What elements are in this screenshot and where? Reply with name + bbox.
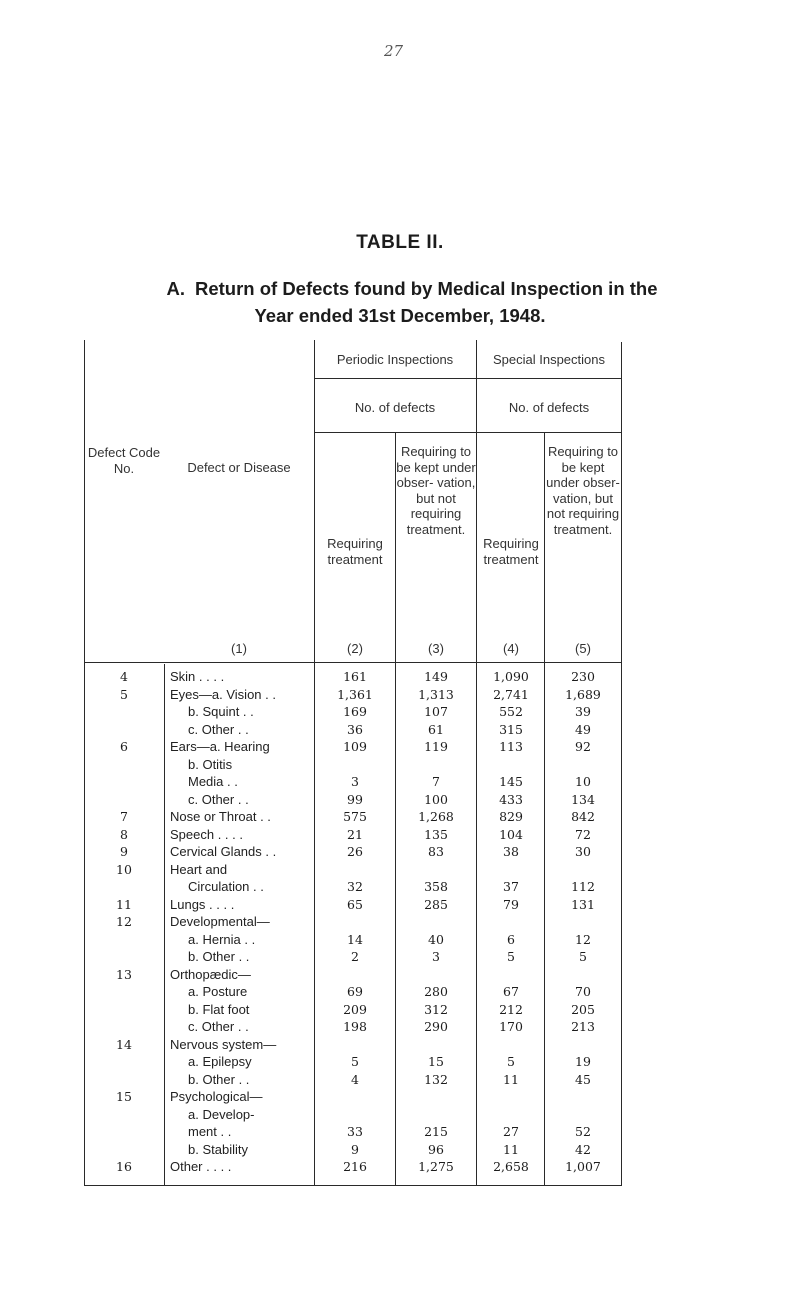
row-value-col-5: 205 (571, 1001, 595, 1017)
row-value-col-2: 109 (343, 739, 367, 754)
row-value-col-3: 61 (428, 721, 444, 737)
row-value-col-2: 216 (343, 1159, 367, 1174)
row-value-col-4: 27 (503, 1124, 519, 1139)
row-code: 9 (120, 844, 128, 859)
row-value-col-4: 1,090 (493, 669, 529, 684)
row-value-col-2: 2 (351, 949, 359, 964)
row-value-col-3: 132 (424, 1071, 448, 1087)
row-value-col-3: 83 (428, 844, 444, 859)
row-label: Orthopædic— (170, 966, 251, 982)
row-value-col-3: 40 (428, 931, 444, 947)
col-num-4: (4) (503, 641, 519, 656)
row-value-col-2: 209 (343, 1001, 367, 1017)
group-rule (314, 378, 621, 379)
row-value-col-4: 170 (499, 1019, 523, 1034)
row-value-col-3: 1,275 (418, 1159, 454, 1174)
row-label: b. Stability (188, 1141, 248, 1157)
row-value-col-5: 1,007 (565, 1159, 601, 1174)
row-code: 4 (120, 669, 128, 684)
row-label: Psychological— (170, 1089, 263, 1104)
row-value-col-4: 104 (499, 826, 523, 842)
col-num-1: (1) (231, 641, 247, 656)
row-value-col-5: 42 (575, 1141, 591, 1157)
row-value-col-2: 99 (347, 791, 363, 807)
row-value-col-4: 315 (499, 721, 523, 737)
header-bottom-rule (84, 662, 622, 663)
row-label: Eyes—a. Vision . . (170, 686, 276, 702)
table-left-rule (84, 340, 85, 1186)
row-label: b. Flat foot (188, 1001, 250, 1017)
row-label: a. Epilepsy (188, 1054, 252, 1069)
row-label: b. Otitis (188, 756, 233, 772)
row-value-col-5: 52 (575, 1124, 591, 1139)
row-value-col-3: 280 (424, 984, 448, 999)
row-value-col-4: 5 (507, 1054, 515, 1069)
row-value-col-3: 215 (424, 1124, 448, 1139)
row-value-col-4: 79 (503, 896, 519, 912)
row-value-col-5: 112 (571, 879, 595, 894)
row-value-col-3: 3 (432, 949, 440, 964)
subgroup-rule (314, 432, 621, 433)
row-value-col-4: 11 (503, 1141, 519, 1157)
row-value-col-3: 96 (428, 1141, 444, 1157)
row-label: Media . . (188, 774, 238, 789)
row-code: 7 (120, 809, 128, 824)
col-num-5: (5) (575, 641, 591, 656)
row-value-col-3: 358 (424, 879, 448, 894)
row-value-col-4: 145 (499, 774, 523, 789)
row-value-col-5: 10 (575, 774, 591, 789)
row-label: Other . . . . (170, 1159, 232, 1174)
row-label: c. Other . . (188, 721, 249, 737)
header-defect: Defect or Disease (187, 460, 291, 475)
row-value-col-3: 100 (424, 791, 448, 807)
row-value-col-5: 5 (579, 949, 587, 964)
row-code: 14 (116, 1036, 132, 1052)
row-value-col-5: 49 (575, 721, 591, 737)
row-label: Nervous system— (170, 1036, 277, 1052)
heading-line-1 (0, 278, 800, 300)
row-value-col-4: 433 (499, 791, 523, 807)
row-value-col-5: 30 (575, 844, 591, 859)
row-code: 15 (116, 1089, 132, 1104)
row-value-col-2: 169 (343, 704, 367, 719)
heading-prefix: A. (166, 278, 185, 299)
row-value-col-4: 67 (503, 984, 519, 999)
row-value-col-4: 6 (507, 931, 515, 947)
row-code: 6 (120, 739, 128, 754)
row-value-col-2: 14 (347, 931, 363, 947)
row-value-col-5: 45 (575, 1071, 591, 1087)
row-label: Heart and (170, 861, 228, 877)
header-special-treatment: Requiring treatment (483, 536, 539, 567)
row-code: 11 (116, 896, 132, 912)
row-value-col-2: 36 (347, 721, 363, 737)
row-value-col-3: 312 (424, 1001, 448, 1017)
header-special: Special Inspections (492, 352, 605, 367)
row-label: b. Other . . (188, 1071, 250, 1087)
header-periodic: Periodic Inspections (336, 352, 454, 367)
defects-table (84, 340, 706, 1186)
row-value-col-2: 3 (351, 774, 359, 789)
heading-line-2: Year ended 31st December, 1948. (254, 305, 546, 326)
row-value-col-3: 1,268 (418, 809, 454, 824)
row-value-col-5: 1,689 (565, 686, 601, 702)
row-value-col-4: 2,658 (493, 1159, 529, 1174)
row-label: Lungs . . . . (170, 896, 235, 912)
header-special-defects: No. of defects (508, 400, 590, 415)
row-label: a. Develop- (188, 1106, 255, 1122)
page-number: 27 (384, 42, 404, 60)
header-special-observation: Requiring to be kept under obser- vation, but not requiring treatment. (546, 444, 620, 537)
row-value-col-5: 230 (571, 669, 595, 684)
row-code: 12 (116, 914, 132, 929)
row-value-col-3: 135 (424, 826, 448, 842)
row-code: 13 (116, 966, 132, 982)
row-label: Ears—a. Hearing (170, 739, 270, 754)
row-value-col-3: 290 (424, 1019, 448, 1034)
row-value-col-5: 72 (575, 826, 591, 842)
row-value-col-2: 69 (347, 984, 363, 999)
header-periodic-observation: Requiring to be kept under obser- vation, but not requiring treatment. (396, 444, 476, 537)
row-value-col-2: 33 (347, 1124, 363, 1139)
row-value-col-4: 829 (499, 809, 523, 824)
row-value-col-2: 161 (343, 669, 367, 684)
table-title: TABLE II. (356, 232, 444, 253)
row-value-col-4: 11 (503, 1071, 519, 1087)
row-value-col-5: 134 (571, 791, 595, 807)
row-value-col-3: 119 (424, 739, 448, 754)
col-num-2: (2) (347, 641, 363, 656)
row-value-col-2: 5 (351, 1054, 359, 1069)
periodic-left-rule (314, 340, 315, 1186)
header-periodic-defects: No. of defects (354, 400, 436, 415)
row-label: Developmental— (170, 914, 270, 929)
row-value-col-5: 12 (575, 931, 591, 947)
row-label: ment . . (188, 1124, 232, 1139)
row-code: 16 (116, 1159, 132, 1174)
col-num-3: (3) (428, 641, 444, 656)
row-value-col-4: 2,741 (493, 686, 529, 702)
row-value-col-2: 9 (351, 1141, 359, 1157)
row-label: c. Other . . (188, 1019, 249, 1034)
row-value-col-4: 38 (503, 844, 519, 859)
row-label: Speech . . . . (170, 826, 243, 842)
row-code: 8 (120, 826, 128, 842)
special-left-rule (476, 340, 477, 1186)
heading-text-1: Return of Defects found by Medical Inspection in the (194, 278, 658, 299)
row-value-col-5: 131 (571, 896, 595, 912)
row-value-col-2: 26 (347, 844, 363, 859)
row-label: b. Other . . (188, 949, 250, 964)
row-label: Cervical Glands . . (170, 844, 277, 859)
row-label: Nose or Throat . . (170, 809, 271, 824)
row-value-col-2: 198 (343, 1019, 367, 1034)
row-value-col-2: 21 (347, 826, 363, 842)
row-value-col-3: 285 (424, 896, 448, 912)
row-value-col-4: 552 (499, 704, 523, 719)
row-label: a. Hernia . . (188, 931, 256, 947)
row-label: b. Squint . . (188, 704, 254, 719)
row-label: Skin . . . . (170, 669, 225, 684)
code-column-rule (164, 664, 165, 1186)
row-value-col-4: 5 (507, 949, 515, 964)
row-value-col-3: 1,313 (418, 686, 454, 702)
row-value-col-5: 92 (575, 739, 591, 754)
header-code: Defect Code No. (87, 445, 161, 476)
row-value-col-2: 32 (347, 879, 363, 894)
row-value-col-2: 65 (347, 896, 363, 912)
row-value-col-4: 37 (503, 879, 519, 894)
row-value-col-2: 575 (343, 809, 367, 824)
row-value-col-5: 70 (575, 984, 591, 999)
row-value-col-4: 212 (499, 1001, 523, 1017)
row-code: 5 (120, 686, 128, 702)
row-label: Circulation . . (188, 879, 264, 894)
row-label: c. Other . . (188, 791, 249, 807)
header-periodic-treatment: Requiring treatment (327, 536, 383, 567)
row-value-col-5: 39 (575, 704, 591, 719)
row-value-col-4: 113 (499, 739, 523, 754)
row-value-col-5: 213 (571, 1019, 595, 1034)
table-right-rule (621, 342, 622, 1186)
row-value-col-3: 107 (424, 704, 448, 719)
row-value-col-3: 7 (432, 774, 440, 789)
row-value-col-2: 4 (351, 1071, 359, 1087)
row-value-col-5: 19 (575, 1054, 591, 1069)
row-value-col-5: 842 (571, 809, 595, 824)
table-bottom-rule (84, 1185, 622, 1186)
row-value-col-3: 149 (424, 669, 448, 684)
row-code: 10 (116, 861, 132, 877)
row-value-col-3: 15 (428, 1054, 444, 1069)
row-label: a. Posture (188, 984, 248, 999)
row-value-col-2: 1,361 (337, 686, 373, 702)
